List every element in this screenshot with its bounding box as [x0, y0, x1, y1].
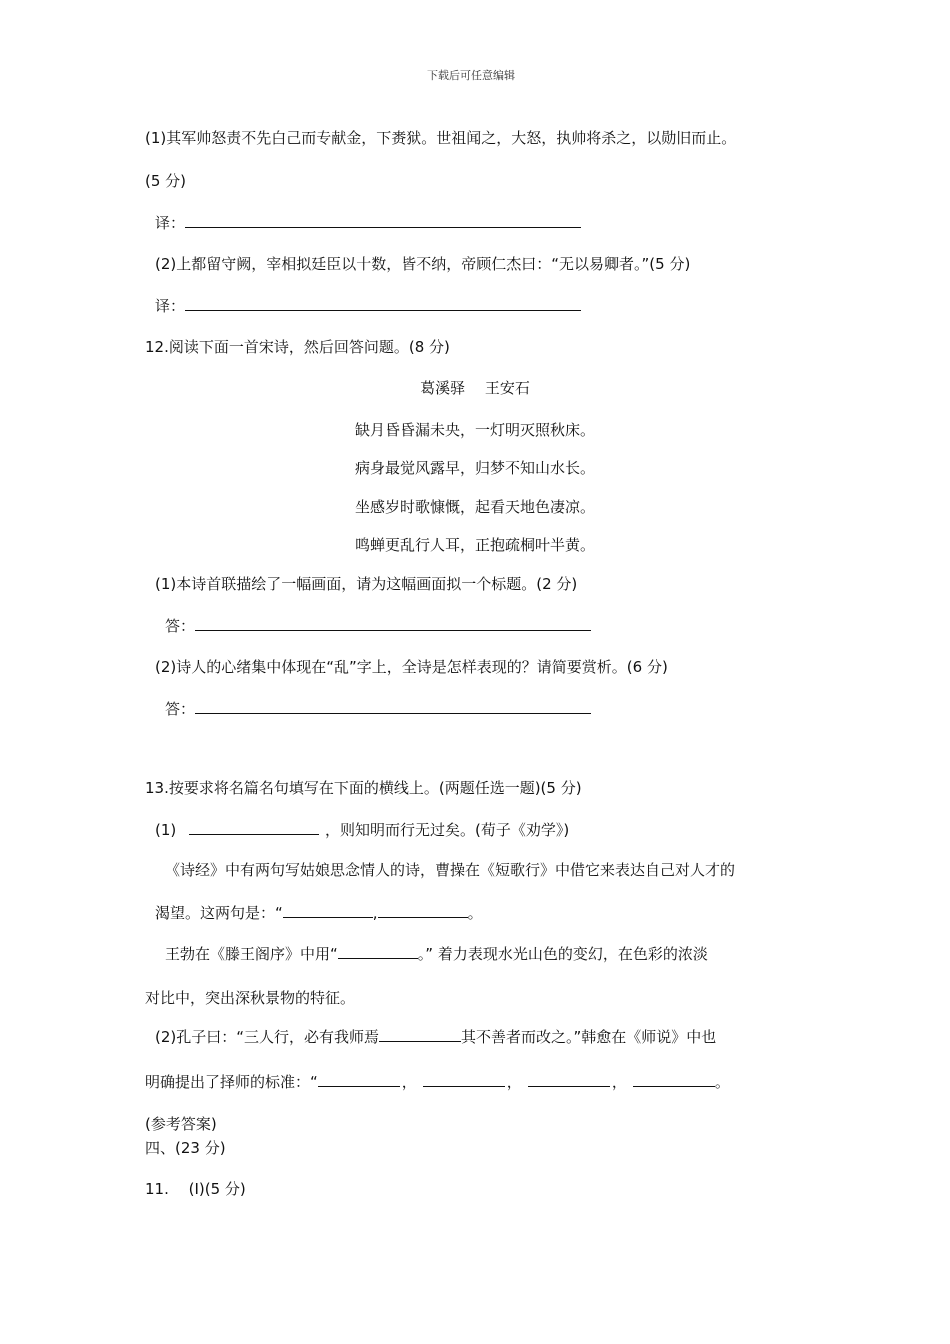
q13-part-2	[155, 1026, 716, 1047]
q12-sub-question-1: (1)本诗首联描绘了一幅画面，请为这幅画面拟一个标题。(2 分)	[155, 575, 578, 593]
poem-line-3: 坐感岁时歌慷慨，起看天地色凄凉。	[354, 498, 595, 516]
tengwang-blank[interactable]	[338, 943, 418, 959]
q11-translation-1	[155, 212, 581, 233]
answers-q11: 11. (I)(5 分)	[145, 1180, 246, 1198]
prefix-text: 王勃在《滕王阁序》中用“	[165, 945, 338, 963]
shishuo-blank-2[interactable]	[423, 1071, 505, 1087]
separator: ，	[401, 1073, 417, 1091]
prefix-text: 渴望。这两句是：“	[155, 904, 283, 922]
q12-intro: 12.阅读下面一首宋诗，然后回答问题。(8 分)	[145, 338, 450, 356]
q13-intro: 13.按要求将名篇名句填写在下面的横线上。(两题任选一题)(5 分)	[145, 779, 582, 797]
answer-1-blank[interactable]	[195, 615, 591, 631]
q12-sub-question-2: (2)诗人的心绪集中体现在“乱”字上，全诗是怎样表现的？请简要赏析。(6 分)	[155, 658, 668, 676]
q13-tengwang-line-1	[165, 943, 708, 964]
confucius-blank[interactable]	[379, 1026, 461, 1042]
quote-suffix: ，则知明而行无过矣。(荀子《劝学》)	[325, 821, 570, 839]
q12-answer-1	[165, 615, 591, 636]
prefix-text: 明确提出了择师的标准：“	[145, 1073, 318, 1091]
shijing-blank-2[interactable]	[378, 902, 468, 918]
answer-label: 答：	[165, 700, 196, 718]
poem-line-1: 缺月昏昏漏未央，一灯明灭照秋床。	[354, 421, 595, 439]
part-number: (1)	[155, 821, 177, 839]
shishuo-blank-1[interactable]	[318, 1071, 400, 1087]
page-header: 下载后可任意编辑	[427, 69, 515, 82]
q13-shishuo-line	[145, 1071, 730, 1092]
answer-2-blank[interactable]	[195, 698, 591, 714]
poem-line-2: 病身最觉风露早，归梦不知山水长。	[354, 459, 595, 477]
q13-part-1	[155, 819, 569, 840]
poem-line-4: 鸣蝉更乱行人耳，正抱疏桐叶半黄。	[354, 536, 595, 554]
translation-label: 译：	[155, 297, 186, 315]
q13-tengwang-line-2: 对比中，突出深秋景物的特征。	[145, 989, 356, 1007]
separator: ，	[611, 1073, 627, 1091]
suffix-text: 其不善者而改之。”韩愈在《师说》中也	[461, 1028, 717, 1046]
prefix-text: (2)孔子曰：“三人行，必有我师焉	[155, 1028, 380, 1046]
poem-title: 葛溪驿 王安石	[420, 379, 530, 397]
answer-label: 答：	[165, 617, 196, 635]
end-mark: 。	[467, 904, 483, 922]
suffix-text: 。” 着力表现水光山色的变幻，在色彩的浓淡	[417, 945, 708, 963]
q11-sentence-1: (1)其军帅怒责不先白己而专献金，下赉狱。世祖闻之，大怒，执帅将杀之，以勋旧而止。	[145, 129, 737, 147]
shishuo-blank-4[interactable]	[633, 1071, 715, 1087]
q11-sentence-2: (2)上都留守阙，宰相拟廷臣以十数，皆不纳，帝顾仁杰曰：“无以易卿者。”(5 分)	[155, 255, 691, 273]
end-mark: 。	[714, 1073, 730, 1091]
answers-section-heading: 四、(23 分)	[145, 1139, 226, 1157]
translation-1-blank[interactable]	[185, 212, 581, 228]
q11-translation-2	[155, 295, 581, 316]
q12-answer-2	[165, 698, 591, 719]
shijing-blank-1[interactable]	[283, 902, 373, 918]
translation-label: 译：	[155, 214, 186, 232]
q13-shijing-line-1: 《诗经》中有两句写姑娘思念情人的诗，曹操在《短歌行》中借它来表达自己对人才的	[165, 861, 736, 879]
q13-shijing-line-2	[155, 902, 483, 923]
q11-sentence-1-score: (5 分)	[145, 172, 187, 190]
shishuo-blank-3[interactable]	[528, 1071, 610, 1087]
separator: ，	[506, 1073, 522, 1091]
answers-label: (参考答案)	[145, 1115, 217, 1133]
translation-2-blank[interactable]	[185, 295, 581, 311]
separator: ,	[372, 904, 378, 922]
quote-blank-1[interactable]	[189, 819, 319, 835]
